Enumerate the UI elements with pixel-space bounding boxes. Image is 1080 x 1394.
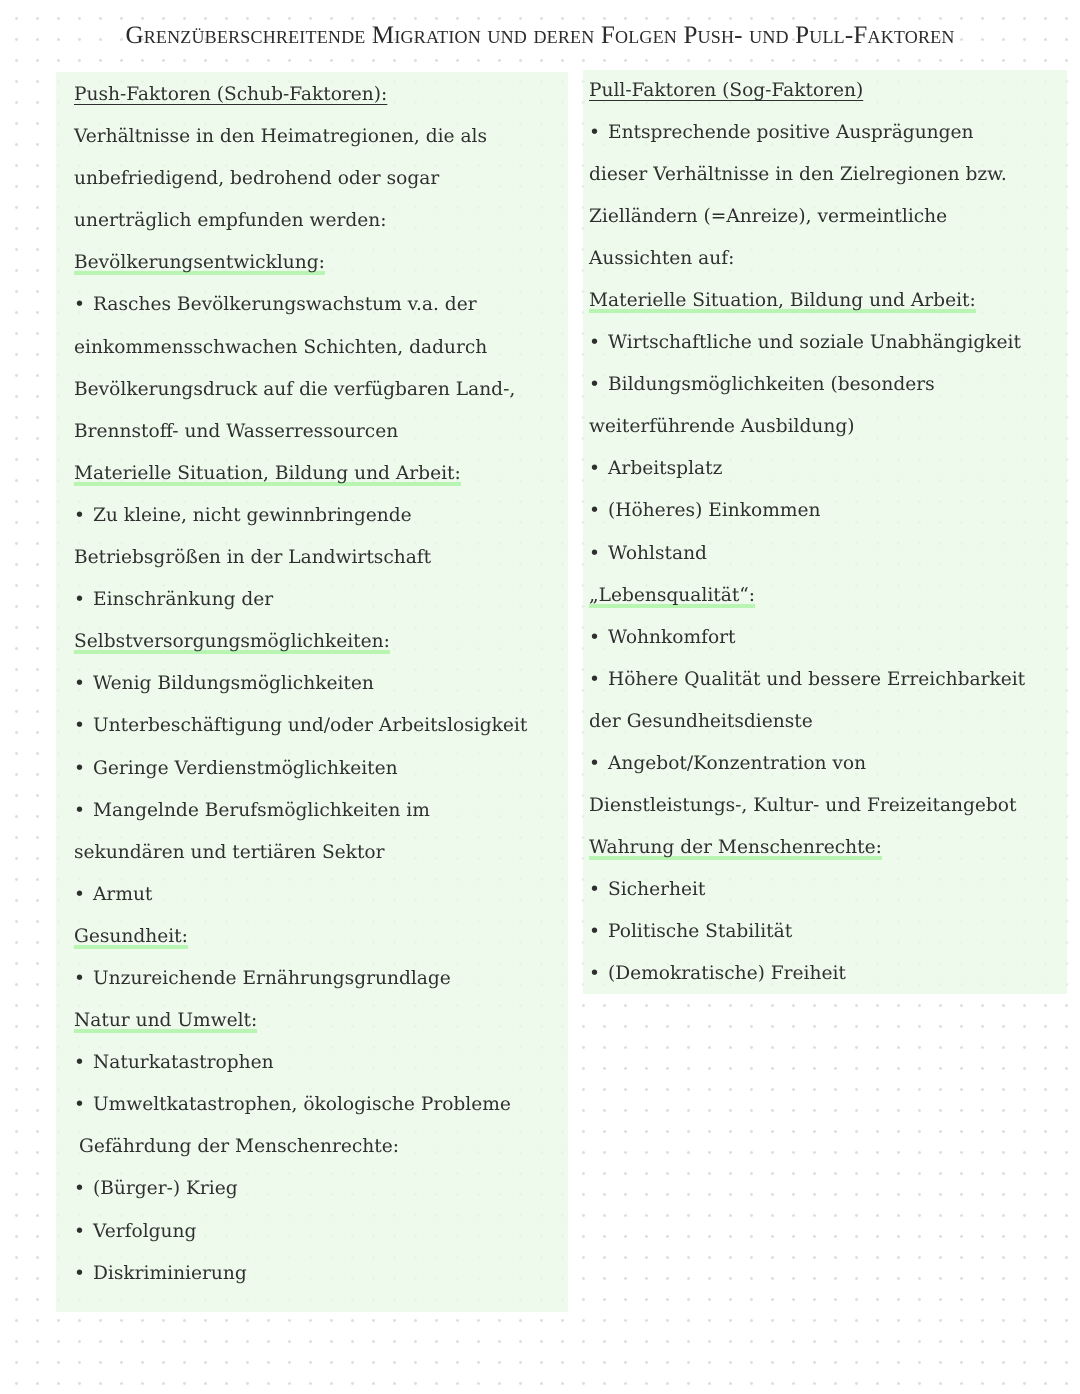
bullet-item	[74, 874, 568, 916]
text-line	[74, 369, 568, 411]
bullet-item	[589, 911, 1067, 953]
bullet-item-text: Zu kleine, nicht gewinnbringende	[93, 504, 412, 526]
bullet-icon: •	[589, 878, 600, 900]
push-factors-column	[56, 72, 568, 1312]
bullet-item	[74, 790, 568, 832]
bullet-icon: •	[589, 626, 600, 648]
text-line	[589, 701, 1067, 743]
text-line-content: unerträglich empfunden werden:	[74, 210, 387, 232]
bullet-item	[589, 953, 1067, 995]
bullet-item-text: Naturkatastrophen	[93, 1052, 274, 1074]
pull-factors-column	[583, 70, 1067, 994]
text-line	[74, 537, 568, 579]
bullet-item	[74, 579, 568, 621]
text-line-content: weiterführende Ausbildung)	[589, 416, 855, 438]
category-heading	[74, 621, 568, 663]
category-heading	[74, 1126, 568, 1168]
bullet-icon: •	[74, 967, 85, 989]
bullet-icon: •	[74, 883, 85, 905]
bullet-item-text: Diskriminierung	[93, 1262, 247, 1284]
bullet-icon: •	[589, 500, 600, 522]
bullet-item-text: Entsprechende positive Ausprägungen	[608, 122, 974, 144]
text-line-content: sekundären und tertiären Sektor	[74, 841, 385, 863]
text-line-content: Brennstoff- und Wasserressourcen	[74, 420, 399, 442]
bullet-item	[74, 705, 568, 747]
bullet-item	[589, 869, 1067, 911]
section-heading	[74, 74, 568, 116]
bullet-icon: •	[589, 374, 600, 396]
bullet-icon: •	[74, 504, 85, 526]
bullet-item-text: Geringe Verdienstmöglichkeiten	[93, 757, 398, 779]
bullet-icon: •	[74, 1178, 85, 1200]
text-line	[74, 116, 568, 158]
text-line	[74, 832, 568, 874]
section-heading-text: Push-Faktoren (Schub-Faktoren):	[74, 84, 388, 105]
category-heading	[74, 453, 568, 495]
bullet-item	[589, 322, 1067, 364]
bullet-item-text: Wenig Bildungsmöglichkeiten	[93, 673, 374, 695]
category-heading-text: Selbstversorgungsmöglichkeiten:	[74, 631, 390, 653]
bullet-item-text: Unterbeschäftigung und/oder Arbeitslosigkeit	[93, 715, 528, 737]
text-line	[74, 200, 568, 242]
bullet-item-text: Mangelnde Berufsmöglichkeiten im	[93, 799, 430, 821]
bullet-item	[74, 958, 568, 1000]
bullet-icon: •	[589, 122, 600, 144]
text-line	[74, 327, 568, 369]
category-heading-text: Materielle Situation, Bildung und Arbeit:	[589, 290, 976, 312]
bullet-item	[589, 364, 1067, 406]
bullet-item-text: Unzureichende Ernährungsgrundlage	[93, 967, 451, 989]
bullet-item-text: Verfolgung	[93, 1220, 197, 1242]
category-heading	[589, 280, 1067, 322]
bullet-item	[74, 1168, 568, 1210]
category-heading	[74, 242, 568, 284]
text-line-content: der Gesundheitsdienste	[589, 710, 813, 732]
section-heading-text: Pull-Faktoren (Sog-Faktoren)	[589, 80, 864, 101]
bullet-icon: •	[589, 752, 600, 774]
bullet-item-text: Arbeitsplatz	[608, 458, 723, 480]
bullet-item-text: Armut	[93, 883, 153, 905]
category-heading-text: Bevölkerungsentwicklung:	[74, 252, 325, 274]
bullet-item	[589, 490, 1067, 532]
bullet-item-text: Bildungsmöglichkeiten (besonders	[608, 374, 935, 396]
text-line	[74, 158, 568, 200]
bullet-item	[74, 1253, 568, 1295]
bullet-item	[589, 112, 1067, 154]
text-line-content: einkommensschwachen Schichten, dadurch	[74, 336, 488, 358]
bullet-icon: •	[589, 668, 600, 690]
bullet-icon: •	[74, 1220, 85, 1242]
bullet-item-text: Höhere Qualität und bessere Erreichbarkeit	[608, 668, 1026, 690]
bullet-item	[74, 495, 568, 537]
bullet-item	[74, 663, 568, 705]
text-line	[589, 406, 1067, 448]
text-line	[589, 238, 1067, 280]
category-heading-text: Natur und Umwelt:	[74, 1010, 258, 1032]
bullet-item-text: Sicherheit	[608, 878, 706, 900]
text-line-content: dieser Verhältnisse in den Zielregionen bzw.	[589, 164, 1007, 186]
bullet-icon: •	[74, 715, 85, 737]
bullet-item	[589, 743, 1067, 785]
category-heading-text: Wahrung der Menschenrechte:	[589, 836, 882, 858]
category-heading-text: Materielle Situation, Bildung und Arbeit:	[74, 462, 461, 484]
bullet-icon: •	[589, 332, 600, 354]
bullet-icon: •	[74, 589, 85, 611]
bullet-item	[589, 617, 1067, 659]
category-heading-text: Gefährdung der Menschenrechte:	[79, 1136, 400, 1158]
bullet-item	[74, 748, 568, 790]
bullet-icon: •	[589, 542, 600, 564]
bullet-item-text: (Demokratische) Freiheit	[608, 962, 846, 984]
bullet-item-text: (Höheres) Einkommen	[608, 500, 821, 522]
bullet-item	[74, 1042, 568, 1084]
bullet-item-text: Angebot/Konzentration von	[608, 752, 867, 774]
text-line-content: Dienstleistungs-, Kultur- und Freizeitangebot	[589, 794, 1017, 816]
category-heading	[589, 575, 1067, 617]
bullet-icon: •	[74, 1094, 85, 1116]
text-line	[589, 196, 1067, 238]
text-line-content: Verhältnisse in den Heimatregionen, die als	[74, 126, 488, 148]
text-line-content: Bevölkerungsdruck auf die verfügbaren Land-,	[74, 378, 516, 400]
bullet-item-text: Politische Stabilität	[608, 920, 793, 942]
bullet-icon: •	[589, 962, 600, 984]
bullet-icon: •	[589, 920, 600, 942]
bullet-icon: •	[74, 1262, 85, 1284]
text-line	[74, 411, 568, 453]
bullet-item	[74, 1211, 568, 1253]
text-line-content: Zielländern (=Anreize), vermeintliche	[589, 206, 948, 228]
section-heading	[589, 70, 1067, 112]
text-line	[589, 785, 1067, 827]
bullet-item-text: Rasches Bevölkerungswachstum v.a. der	[93, 294, 477, 316]
bullet-item-text: (Bürger-) Krieg	[93, 1178, 238, 1200]
bullet-item	[589, 448, 1067, 490]
bullet-icon: •	[74, 799, 85, 821]
text-line	[589, 154, 1067, 196]
text-line-content: unbefriedigend, bedrohend oder sogar	[74, 168, 440, 190]
bullet-icon: •	[589, 458, 600, 480]
category-heading	[74, 1000, 568, 1042]
category-heading-text: Gesundheit:	[74, 925, 188, 947]
category-heading-text: „Lebensqualität“:	[589, 584, 756, 606]
bullet-item-text: Wirtschaftliche und soziale Unabhängigkeit	[608, 332, 1021, 354]
bullet-item	[589, 533, 1067, 575]
bullet-icon: •	[74, 294, 85, 316]
bullet-item-text: Wohlstand	[608, 542, 707, 564]
bullet-item-text: Wohnkomfort	[608, 626, 736, 648]
bullet-item	[74, 1084, 568, 1126]
bullet-item-text: Einschränkung der	[93, 589, 274, 611]
category-heading	[74, 916, 568, 958]
page-title: Grenzüberschreitende Migration und deren Folgen Push- und Pull-Faktoren	[125, 22, 955, 49]
bullet-icon: •	[74, 1052, 85, 1074]
category-heading	[589, 827, 1067, 869]
text-line-content: Aussichten auf:	[589, 248, 735, 270]
bullet-item	[74, 284, 568, 326]
bullet-item	[589, 659, 1067, 701]
bullet-icon: •	[74, 673, 85, 695]
bullet-icon: •	[74, 757, 85, 779]
bullet-item-text: Umweltkatastrophen, ökologische Probleme	[93, 1094, 511, 1116]
text-line-content: Betriebsgrößen in der Landwirtschaft	[74, 547, 432, 569]
